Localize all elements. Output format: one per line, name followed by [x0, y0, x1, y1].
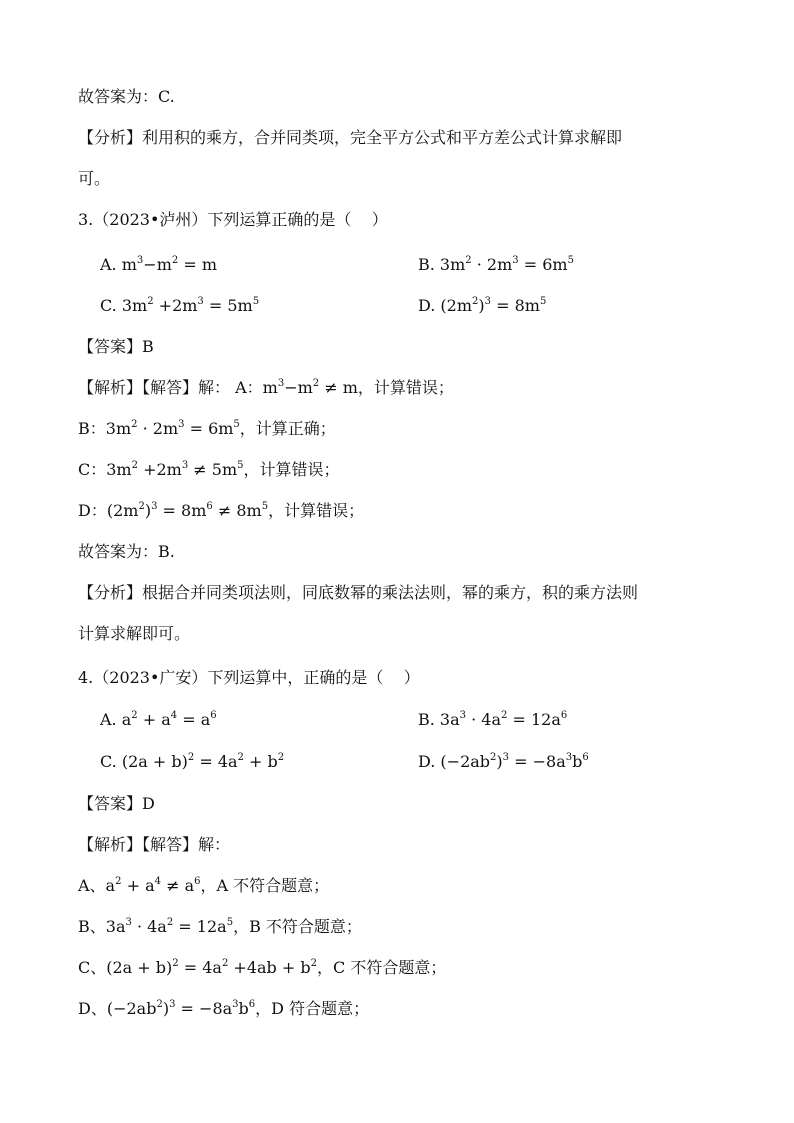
q4-solution-d: D、$(-2ab^2)^3 = -8a^3b^6$，D 符合题意； [78, 999, 370, 1018]
analysis-line-q2-1: 【分析】利用积的乘方，合并同类项，完全平方公式和平方差公式计算求解即 [78, 128, 623, 147]
q4-solution-a: A、$a^2 + a^4 \ne a^6$，A 不符合题意； [78, 876, 330, 895]
q4-option-d: D. $(-2ab^2)^3 = -8a^3b^6$ [418, 752, 589, 771]
q3-answer: 【答案】B [78, 337, 154, 356]
q3-solution-b: B：$3m^2 \cdot 2m^3 = 6m^5$，计算正确； [78, 419, 336, 438]
q3-solution-c: C：$3m^2 +2m^3 \ne 5m^5$，计算错误； [78, 460, 340, 479]
q4-option-c: C. $(2a + b)^2 = 4a^2 + b^2$ [100, 752, 285, 771]
q4-option-b: B. $3a^3 \cdot 4a^2 = 12a^6$ [418, 710, 568, 729]
q4-solution-b: B、$3a^3 \cdot 4a^2 = 12a^5$，B 不符合题意； [78, 917, 362, 936]
q4-answer: 【答案】D [78, 794, 155, 813]
q3-analysis-2: 计算求解即可。 [78, 624, 191, 643]
q3-analysis-1: 【分析】根据合并同类项法则，同底数幂的乘法法则，幂的乘方，积的乘方法则 [78, 583, 639, 602]
q3-solution-a: 【解析】【解答】解： A：$m^3-m^2 \ne m$，计算错误； [78, 378, 454, 397]
q3-option-c: C. $3m^2 +2m^3 = 5m^5$ [100, 296, 260, 315]
question-3-title: 3.（2023•泸州）下列运算正确的是（ ） [78, 210, 388, 229]
q3-solution-d: D：$(2m^2)^3 = 8m^6 \ne 8m^5$，计算错误； [78, 501, 365, 520]
answer-line-q2: 故答案为：C. [78, 87, 175, 106]
q3-final-answer: 故答案为：B. [78, 542, 175, 561]
q4-solution-heading: 【解析】【解答】解： [78, 835, 231, 854]
analysis-line-q2-2: 可。 [78, 169, 111, 188]
question-4-title: 4.（2023•广安）下列运算中，正确的是（ ） [78, 668, 420, 687]
q3-option-d: D. $(2m^2)^3 = 8m^5$ [418, 296, 547, 315]
q3-option-a: A. $m^3-m^2 = m$ [100, 255, 217, 274]
q4-solution-c: C、$(2a + b)^2 = 4a^2 +4ab + b^2$，C 不符合题意； [78, 958, 447, 977]
q4-option-a: A. $a^2 + a^4 = a^6$ [100, 710, 217, 729]
q3-option-b: B. $3m^2 \cdot 2m^3 = 6m^5$ [418, 255, 574, 274]
